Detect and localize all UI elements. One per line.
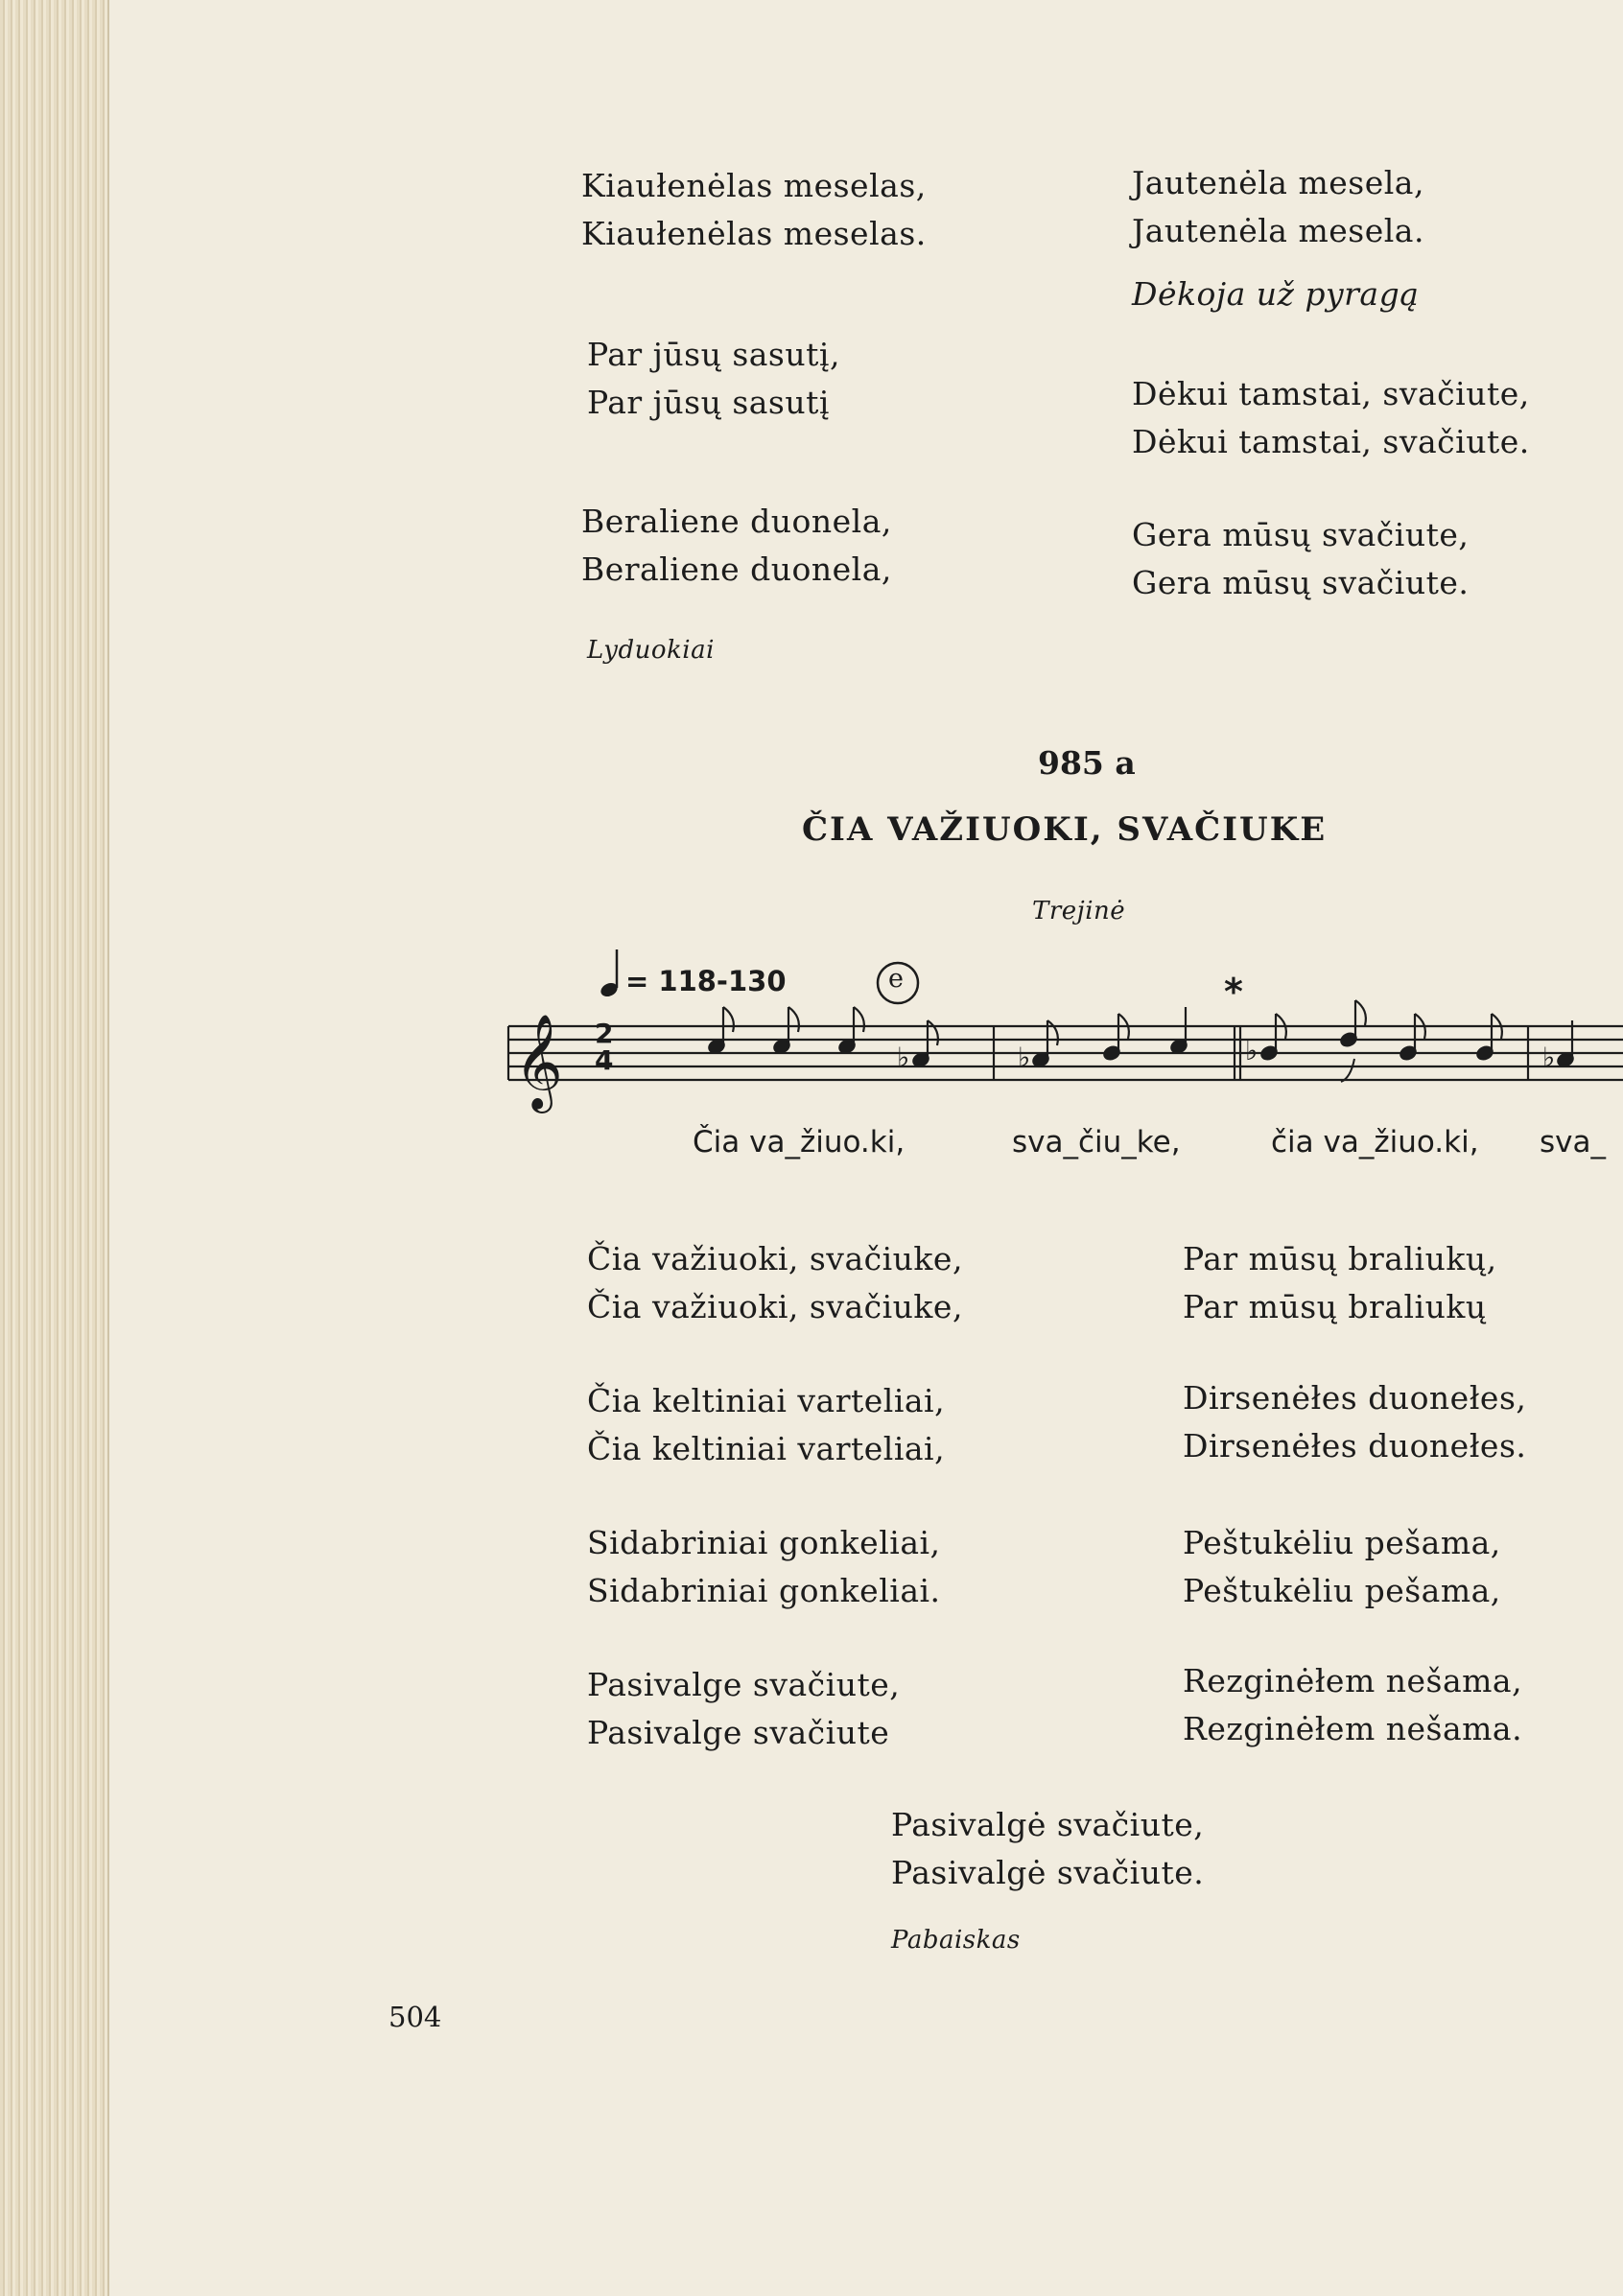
verse-line: Sidabriniai gonkeliai,	[587, 1524, 941, 1561]
flat-icon: ♭	[1245, 1035, 1258, 1066]
time-signature-bottom: 4	[595, 1044, 614, 1076]
verse-line: Dirsenėłes duonełes.	[1183, 1427, 1527, 1464]
top-right-stanza-2	[1132, 370, 1530, 466]
top-right-stanza-1	[1132, 159, 1424, 255]
flat-icon: ♭	[897, 1042, 910, 1073]
flat-icon: ♭	[1018, 1042, 1031, 1073]
quarter-note-icon	[599, 949, 620, 999]
section-label-pabaiskas: Pabaiskas	[891, 1926, 1021, 1955]
verse-line: Par jūsų sasutį	[587, 384, 830, 421]
verse-right-4	[1183, 1657, 1522, 1753]
verse-line: Dirsenėłes duonełes,	[1183, 1379, 1527, 1417]
verse-left-4	[587, 1661, 900, 1757]
top-left-stanza-2	[587, 331, 840, 427]
verse-line: Pasivalge svačiute	[587, 1714, 890, 1751]
verse-line: Pasivalge svačiute,	[587, 1666, 901, 1703]
section-label-lyduokiai: Lyduokiai	[587, 636, 715, 665]
page-number: 504	[388, 2001, 442, 2033]
song-number: 985 a	[1038, 744, 1136, 782]
verse-line: Rezginėłem nešama.	[1183, 1710, 1523, 1747]
verse-line: Gera mūsų svačiute.	[1132, 564, 1470, 601]
verse-line: Sidabriniai gonkeliai.	[587, 1572, 941, 1609]
song-subtitle: Trejinė	[1032, 897, 1126, 925]
grace-note-icon	[1341, 1059, 1354, 1082]
eighth-note-icon	[1339, 1000, 1366, 1048]
mode-mark: e	[888, 964, 904, 994]
verse-line: Dėkui tamstai, svačiute.	[1132, 423, 1530, 460]
verse-line: Čia keltiniai varteliai,	[587, 1382, 946, 1419]
verse-line: Beraliene duonela,	[581, 503, 892, 540]
verse-line: Čia važiuoki, svačiuke,	[587, 1288, 963, 1325]
flat-quarter-note-icon	[1556, 1020, 1575, 1068]
flat-eighth-note-icon	[1031, 1020, 1058, 1068]
verse-left-2	[587, 1377, 945, 1473]
lyric-syllables-1: Čia va_žiuo.ki,	[693, 1125, 906, 1160]
verse-line: Par mūsų braliukų	[1183, 1288, 1487, 1325]
verse-line: Beraliene duonela,	[581, 551, 892, 588]
eighth-note-icon	[707, 1007, 734, 1055]
verse-line: Kiaułenėlas meselas.	[581, 215, 927, 252]
verse-left-1	[587, 1235, 963, 1331]
verse-line: Pasivalgė svačiute,	[891, 1806, 1205, 1843]
verse-line: Par mūsų braliukų,	[1183, 1240, 1497, 1277]
flat-eighth-note-icon	[911, 1020, 938, 1068]
verse-right-2	[1183, 1374, 1526, 1470]
verse-line: Čia keltiniai varteliai,	[587, 1430, 946, 1467]
verse-line: Par jūsų sasutį,	[587, 336, 840, 373]
verse-line: Gera mūsų svačiute,	[1132, 516, 1470, 553]
top-left-stanza-3	[581, 498, 892, 594]
top-right-stanza-3	[1132, 511, 1469, 607]
eighth-note-icon	[1475, 1014, 1502, 1062]
verse-line: Pasivalgė svačiute.	[891, 1854, 1205, 1891]
verse-line: Rezginėłem nešama,	[1183, 1662, 1523, 1699]
verse-line: Dėkui tamstai, svačiute,	[1132, 375, 1530, 412]
tempo-marking: = 118-130	[625, 965, 787, 997]
verse-line: Peštukėliu pešama,	[1183, 1524, 1501, 1561]
top-left-stanza-1	[581, 162, 927, 258]
lyric-syllables-4: sva_	[1540, 1125, 1606, 1160]
verse-line: Jautenėla mesela.	[1132, 212, 1424, 249]
eighth-note-icon	[1399, 1014, 1425, 1062]
verse-line: Čia važiuoki, svačiuke,	[587, 1240, 963, 1277]
eighth-note-icon	[837, 1007, 864, 1055]
section-label-dekoja: Dėkoja už pyragą	[1132, 275, 1420, 313]
verse-right-3	[1183, 1519, 1501, 1615]
verse-line: Jautenėla mesela,	[1132, 164, 1424, 201]
music-staff	[0, 949, 1623, 1199]
verse-right-1	[1183, 1235, 1497, 1331]
lyric-syllables-3: čia va_žiuo.ki,	[1271, 1125, 1479, 1160]
asterisk-mark: *	[1224, 971, 1243, 1013]
verse-line: Kiaułenėlas meselas,	[581, 167, 927, 204]
verse-line: Peštukėliu pešama,	[1183, 1572, 1501, 1609]
eighth-note-icon	[1102, 1014, 1129, 1062]
eighth-note-icon	[772, 1007, 799, 1055]
lyric-syllables-2: sva_čiu_ke,	[1012, 1125, 1181, 1160]
flat-eighth-note-icon	[1259, 1014, 1286, 1062]
flat-icon: ♭	[1542, 1042, 1556, 1073]
treble-clef-icon: 𝄞	[514, 1014, 563, 1110]
quarter-note-icon	[1169, 1007, 1188, 1055]
final-stanza	[891, 1801, 1204, 1897]
time-signature-top: 2	[595, 1018, 614, 1049]
verse-left-3	[587, 1519, 941, 1615]
song-title: ČIA VAŽIUOKI, SVAČIUKE	[802, 810, 1328, 849]
